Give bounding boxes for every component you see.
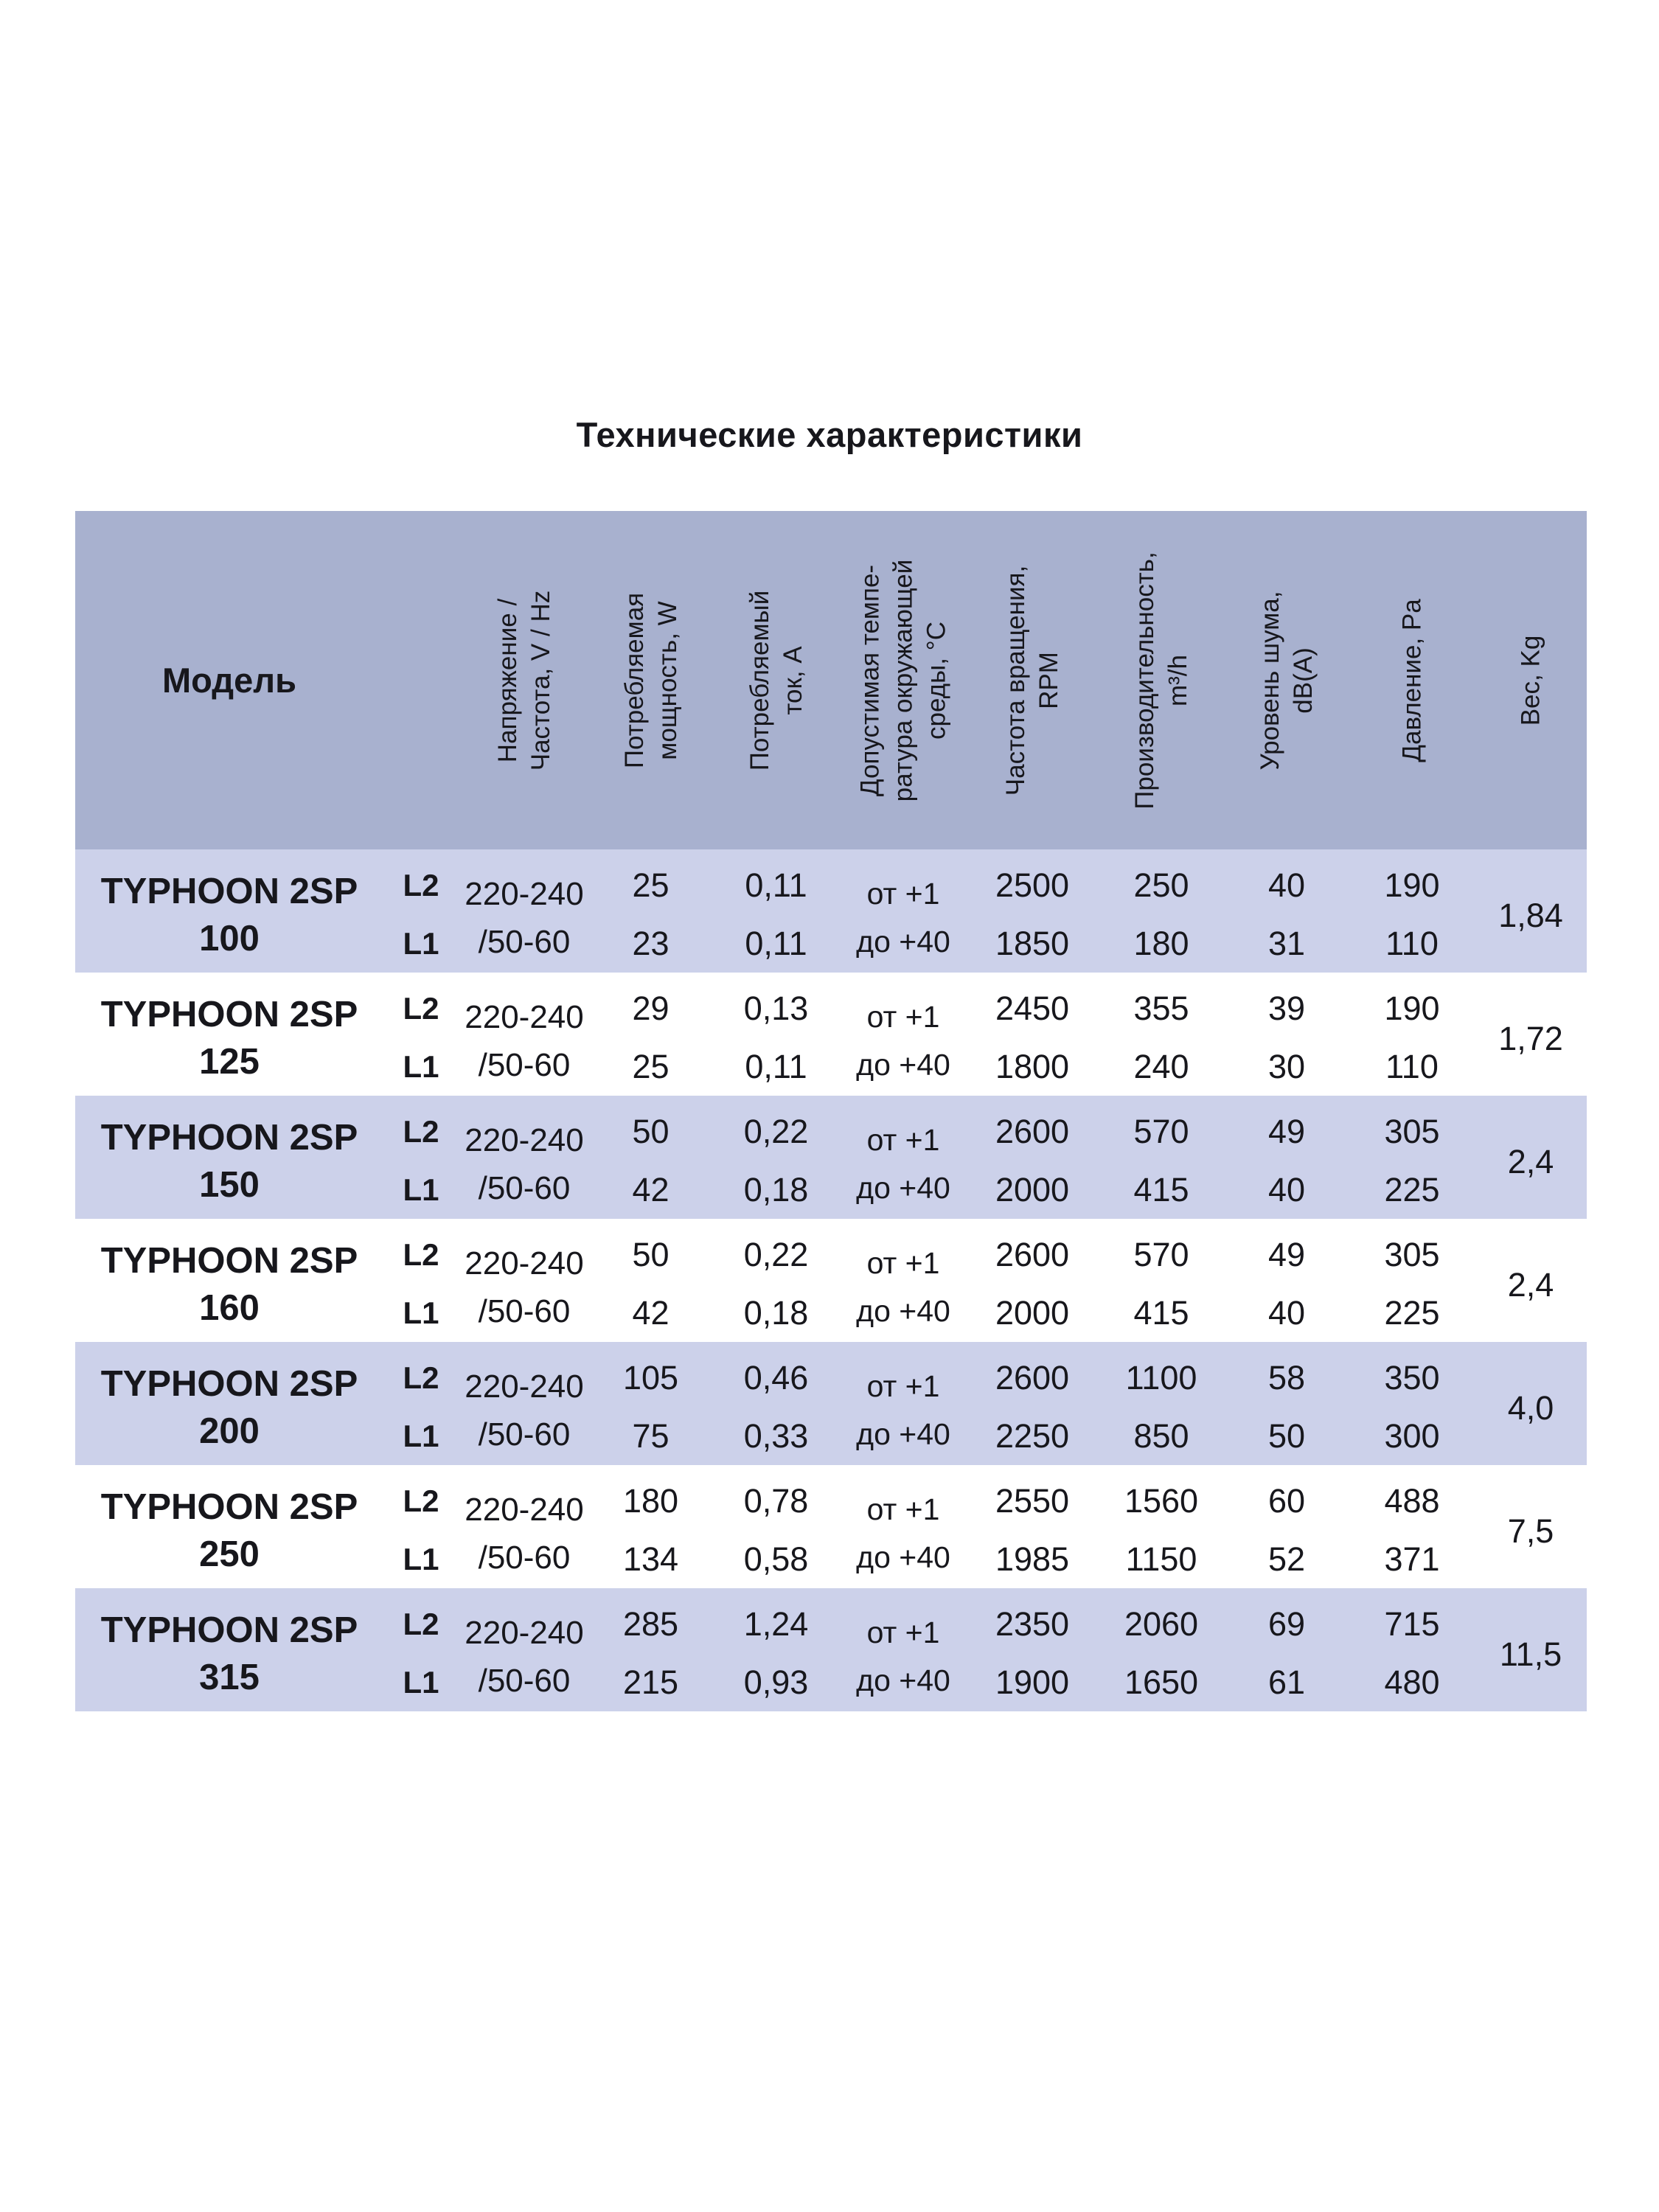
rpm-value-l2: 2600 — [995, 1236, 1070, 1274]
power-value-l1: 215 — [622, 1663, 679, 1701]
voltage-line: 220-240 — [465, 875, 584, 912]
rpm-value-l2: 2350 — [995, 1605, 1070, 1644]
header-line: ток, A — [778, 645, 807, 715]
temperature-line: до +40 — [856, 1416, 950, 1451]
pressure-value-l2: 350 — [1384, 1359, 1440, 1397]
noise-value-l2: 40 — [1267, 866, 1306, 905]
table-row — [75, 1342, 1587, 1465]
column-header-voltage — [459, 511, 590, 849]
rpm-value-l1: 2000 — [995, 1293, 1070, 1332]
voltage-cell — [459, 1102, 590, 1225]
speed-label-l1: L1 — [403, 1172, 439, 1207]
weight-cell: 2,4 — [1507, 1142, 1554, 1180]
power-cell — [590, 1219, 712, 1342]
current-value-l2: 1,24 — [743, 1605, 809, 1644]
table-row — [75, 849, 1587, 973]
header-line: RPM — [1034, 651, 1063, 709]
pressure-cell — [1349, 1219, 1475, 1342]
model-name: TYPHOON 2SP — [100, 1486, 358, 1527]
power-cell — [590, 1342, 712, 1465]
model-header-label: Модель — [162, 661, 296, 700]
weight-cell: 11,5 — [1499, 1635, 1562, 1673]
column-header-power — [590, 511, 712, 849]
airflow-value-l1: 1150 — [1125, 1540, 1197, 1578]
voltage-line: /50-60 — [478, 1046, 571, 1083]
noise-value-l1: 40 — [1267, 1293, 1306, 1332]
noise-value-l2: 49 — [1267, 1236, 1306, 1274]
airflow-cell — [1099, 1588, 1224, 1711]
airflow-value-l1: 1650 — [1124, 1663, 1199, 1701]
power-cell — [590, 973, 712, 1096]
power-value-l2: 50 — [632, 1113, 669, 1151]
model-cell — [75, 1222, 383, 1346]
header-line: мощность, W — [653, 600, 682, 760]
airflow-cell — [1099, 973, 1224, 1096]
voltage-line: 220-240 — [465, 1368, 584, 1405]
pressure-value-l2: 715 — [1384, 1605, 1440, 1644]
rotated-header-noise — [1253, 591, 1320, 770]
noise-cell — [1224, 1219, 1349, 1342]
noise-value-l1: 31 — [1267, 924, 1306, 962]
header-line: Потребляемый — [745, 590, 774, 771]
current-value-l2: 0,13 — [743, 990, 809, 1028]
rpm-cell — [966, 1588, 1099, 1711]
noise-cell — [1224, 1096, 1349, 1219]
speed-label-l2: L2 — [403, 1607, 439, 1642]
noise-value-l1: 61 — [1267, 1663, 1306, 1701]
airflow-value-l2: 355 — [1133, 990, 1189, 1028]
airflow-cell — [1099, 1096, 1224, 1219]
power-value-l1: 23 — [632, 924, 669, 962]
header-line: dB(A) — [1289, 647, 1318, 714]
pressure-cell — [1349, 1588, 1475, 1711]
temperature-cell — [841, 1102, 966, 1225]
model-cell — [75, 1099, 383, 1222]
temperature-line: от +1 — [866, 1615, 940, 1649]
power-value-l1: 42 — [632, 1293, 669, 1332]
airflow-cell — [1099, 1219, 1224, 1342]
rpm-value-l1: 2000 — [995, 1170, 1070, 1208]
speed-cell — [383, 1465, 459, 1588]
voltage-cell — [459, 1225, 590, 1349]
airflow-cell — [1099, 849, 1224, 973]
rpm-value-l1: 1985 — [995, 1540, 1070, 1578]
pressure-value-l2: 488 — [1384, 1482, 1440, 1520]
rpm-value-l2: 2600 — [995, 1359, 1070, 1397]
pressure-value-l1: 110 — [1385, 1047, 1439, 1085]
airflow-value-l2: 570 — [1133, 1113, 1189, 1151]
rpm-value-l1: 1900 — [995, 1663, 1070, 1701]
current-value-l1: 0,11 — [745, 1047, 807, 1085]
current-value-l1: 0,33 — [743, 1416, 809, 1455]
temperature-line: от +1 — [866, 876, 940, 911]
current-cell — [712, 1465, 841, 1588]
speed-cell — [383, 1588, 459, 1711]
voltage-line: /50-60 — [478, 923, 571, 960]
voltage-cell — [459, 1472, 590, 1595]
current-value-l1: 0,18 — [743, 1293, 809, 1332]
column-header-weight — [1475, 511, 1587, 849]
current-value-l2: 0,11 — [745, 866, 807, 905]
noise-cell — [1224, 973, 1349, 1096]
rpm-value-l2: 2600 — [995, 1113, 1070, 1151]
airflow-value-l2: 2060 — [1124, 1605, 1199, 1644]
current-value-l1: 0,11 — [745, 924, 807, 962]
header-line: Частота вращения, — [1001, 565, 1030, 796]
header-line: m³/h — [1164, 654, 1192, 706]
rpm-value-l1: 1800 — [995, 1047, 1070, 1085]
header-line: Потребляемая — [619, 592, 649, 768]
current-value-l2: 0,78 — [743, 1482, 809, 1520]
current-cell — [712, 973, 841, 1096]
voltage-line: /50-60 — [478, 1539, 571, 1576]
noise-cell — [1224, 849, 1349, 973]
voltage-cell — [459, 1349, 590, 1472]
speed-label-l2: L2 — [403, 868, 439, 903]
current-value-l1: 0,93 — [743, 1663, 809, 1701]
power-value-l2: 29 — [632, 990, 669, 1028]
speed-label-l1: L1 — [403, 1048, 439, 1084]
header-line: Вес, Kg — [1516, 635, 1545, 726]
header-line: Уровень шума, — [1256, 591, 1284, 770]
model-cell — [75, 1592, 383, 1715]
model-size: 250 — [199, 1534, 260, 1574]
temperature-line: до +40 — [856, 1047, 950, 1082]
temperature-cell — [841, 979, 966, 1102]
table-body — [75, 849, 1587, 1711]
temperature-cell — [841, 1472, 966, 1595]
speed-label-l2: L2 — [403, 991, 439, 1026]
temperature-cell — [841, 856, 966, 979]
noise-value-l2: 58 — [1267, 1359, 1306, 1397]
rotated-header-rpm — [999, 565, 1065, 795]
power-value-l2: 105 — [622, 1359, 679, 1397]
column-header-airflow — [1099, 511, 1224, 849]
speed-cell — [383, 1342, 459, 1465]
temperature-line: от +1 — [866, 1122, 940, 1157]
current-value-l1: 0,18 — [743, 1170, 809, 1208]
pressure-value-l1: 225 — [1384, 1293, 1440, 1332]
rpm-cell — [966, 1465, 1099, 1588]
rotated-header-temperature — [854, 559, 953, 801]
rpm-cell — [966, 973, 1099, 1096]
pressure-value-l2: 190 — [1384, 866, 1440, 905]
table-row — [75, 973, 1587, 1096]
table-header-row — [75, 511, 1587, 849]
model-size: 125 — [199, 1041, 260, 1082]
model-cell — [75, 1346, 383, 1469]
noise-cell — [1224, 1465, 1349, 1588]
rotated-header-voltage — [491, 590, 557, 770]
table-row — [75, 1588, 1587, 1711]
current-cell — [712, 1219, 841, 1342]
temperature-line: от +1 — [866, 1492, 940, 1526]
rpm-value-l1: 1850 — [995, 924, 1070, 962]
speed-cell — [383, 849, 459, 973]
voltage-line: /50-60 — [478, 1169, 571, 1206]
speed-cell — [383, 1219, 459, 1342]
current-value-l2: 0,22 — [743, 1236, 809, 1274]
weight-cell: 7,5 — [1507, 1512, 1554, 1550]
pressure-value-l1: 300 — [1384, 1416, 1440, 1455]
pressure-cell — [1349, 849, 1475, 973]
noise-value-l2: 60 — [1267, 1482, 1306, 1520]
pressure-cell — [1349, 1342, 1475, 1465]
column-header-speed — [383, 511, 459, 849]
voltage-line: 220-240 — [465, 1245, 584, 1281]
pressure-cell — [1349, 1096, 1475, 1219]
voltage-cell — [459, 1595, 590, 1718]
speed-label-l2: L2 — [403, 1237, 439, 1273]
speed-label-l1: L1 — [403, 925, 439, 961]
temperature-cell — [841, 1225, 966, 1349]
header-line: среды, °C — [922, 621, 951, 740]
noise-cell — [1224, 1342, 1349, 1465]
voltage-cell — [459, 856, 590, 979]
voltage-line: 220-240 — [465, 1614, 584, 1651]
temperature-line: до +40 — [856, 1170, 950, 1205]
speed-label-l1: L1 — [403, 1541, 439, 1576]
weight-cell: 1,72 — [1498, 1019, 1563, 1057]
power-cell — [590, 1465, 712, 1588]
speed-label-l1: L1 — [403, 1418, 439, 1453]
temperature-cell — [841, 1595, 966, 1718]
power-cell — [590, 1096, 712, 1219]
voltage-line: 220-240 — [465, 1491, 584, 1528]
airflow-value-l1: 180 — [1133, 924, 1189, 962]
airflow-value-l1: 415 — [1133, 1170, 1189, 1208]
power-value-l1: 42 — [632, 1170, 669, 1208]
power-value-l2: 50 — [632, 1236, 669, 1274]
header-line: Допустимая темпе- — [855, 564, 885, 796]
model-name: TYPHOON 2SP — [100, 1240, 358, 1281]
airflow-value-l1: 850 — [1133, 1416, 1189, 1455]
weight-cell: 1,84 — [1498, 896, 1563, 934]
model-name: TYPHOON 2SP — [100, 1363, 358, 1404]
speed-label-l2: L2 — [403, 1360, 439, 1396]
pressure-value-l2: 305 — [1384, 1113, 1440, 1151]
pressure-cell — [1349, 1465, 1475, 1588]
speed-label-l1: L1 — [403, 1295, 439, 1330]
power-cell — [590, 1588, 712, 1711]
current-value-l2: 0,22 — [743, 1113, 809, 1151]
power-value-l2: 285 — [622, 1605, 679, 1644]
power-value-l1: 25 — [632, 1047, 669, 1085]
airflow-cell — [1099, 1342, 1224, 1465]
header-line: Производительность, — [1130, 551, 1159, 810]
temperature-line: до +40 — [856, 1293, 950, 1328]
model-cell — [75, 853, 383, 976]
airflow-value-l2: 570 — [1133, 1236, 1189, 1274]
rpm-value-l2: 2500 — [995, 866, 1070, 905]
temperature-line: до +40 — [856, 1540, 950, 1574]
noise-value-l2: 69 — [1267, 1605, 1306, 1644]
rpm-value-l1: 2250 — [995, 1416, 1070, 1455]
weight-cell: 2,4 — [1507, 1265, 1554, 1304]
column-header-rpm — [966, 511, 1099, 849]
column-header-noise — [1224, 511, 1349, 849]
page-title: Технические характеристики — [576, 415, 1083, 454]
noise-value-l2: 39 — [1267, 990, 1306, 1028]
table-row — [75, 1219, 1587, 1342]
model-size: 160 — [199, 1287, 260, 1328]
power-value-l2: 180 — [622, 1482, 679, 1520]
weight-cell: 4,0 — [1507, 1388, 1554, 1427]
speed-label-l2: L2 — [403, 1114, 439, 1150]
airflow-value-l1: 415 — [1133, 1293, 1189, 1332]
header-line: ратура окружающей — [888, 559, 918, 801]
temperature-line: до +40 — [856, 924, 950, 959]
voltage-line: /50-60 — [478, 1662, 571, 1699]
pressure-value-l1: 480 — [1384, 1663, 1440, 1701]
noise-value-l1: 50 — [1267, 1416, 1306, 1455]
noise-cell — [1224, 1588, 1349, 1711]
current-value-l2: 0,46 — [743, 1359, 809, 1397]
voltage-cell — [459, 979, 590, 1102]
temperature-line: от +1 — [866, 1245, 940, 1280]
pressure-value-l1: 225 — [1384, 1170, 1440, 1208]
model-name: TYPHOON 2SP — [100, 994, 358, 1034]
noise-value-l1: 52 — [1267, 1540, 1306, 1578]
voltage-line: /50-60 — [478, 1416, 571, 1453]
power-value-l1: 75 — [632, 1416, 669, 1455]
rotated-header-power — [618, 592, 684, 768]
rotated-header-airflow — [1128, 552, 1194, 809]
airflow-value-l2: 1100 — [1125, 1359, 1197, 1397]
header-line: Напряжение / — [493, 598, 522, 762]
airflow-cell — [1099, 1465, 1224, 1588]
speed-label-l1: L1 — [403, 1664, 439, 1700]
noise-value-l2: 49 — [1267, 1113, 1306, 1151]
column-header-pressure — [1349, 511, 1475, 849]
power-cell — [590, 849, 712, 973]
rpm-cell — [966, 1096, 1099, 1219]
pressure-value-l2: 190 — [1384, 990, 1440, 1028]
current-cell — [712, 1588, 841, 1711]
header-line: Давление, Pa — [1397, 598, 1427, 762]
voltage-line: 220-240 — [465, 1121, 584, 1158]
pressure-value-l1: 110 — [1385, 924, 1439, 962]
power-value-l1: 134 — [622, 1540, 679, 1578]
model-name: TYPHOON 2SP — [100, 1117, 358, 1158]
temperature-cell — [841, 1349, 966, 1472]
pressure-cell — [1349, 973, 1475, 1096]
rpm-cell — [966, 1342, 1099, 1465]
speed-cell — [383, 973, 459, 1096]
rotated-header-current — [743, 590, 810, 771]
model-cell — [75, 976, 383, 1099]
power-value-l2: 25 — [632, 866, 669, 905]
current-cell — [712, 1096, 841, 1219]
temperature-line: до +40 — [856, 1663, 950, 1697]
speed-label-l2: L2 — [403, 1484, 439, 1519]
voltage-line: /50-60 — [478, 1293, 571, 1329]
rpm-cell — [966, 849, 1099, 973]
model-name: TYPHOON 2SP — [100, 871, 358, 911]
noise-value-l1: 30 — [1267, 1047, 1306, 1085]
current-cell — [712, 1342, 841, 1465]
temperature-line: от +1 — [866, 999, 940, 1034]
airflow-value-l1: 240 — [1133, 1047, 1189, 1085]
voltage-line: 220-240 — [465, 998, 584, 1035]
model-cell — [75, 1469, 383, 1592]
rotated-header-weight — [1514, 635, 1548, 726]
model-size: 315 — [199, 1657, 260, 1697]
model-size: 150 — [199, 1164, 260, 1205]
column-header-temperature — [841, 511, 966, 849]
spec-table — [75, 511, 1587, 1711]
speed-cell — [383, 1096, 459, 1219]
model-size: 100 — [199, 918, 260, 959]
rpm-cell — [966, 1219, 1099, 1342]
airflow-value-l2: 250 — [1133, 866, 1189, 905]
column-header-model — [75, 511, 383, 849]
current-cell — [712, 849, 841, 973]
airflow-value-l2: 1560 — [1124, 1482, 1199, 1520]
pressure-value-l1: 371 — [1384, 1540, 1440, 1578]
column-header-current — [712, 511, 841, 849]
header-line: Частота, V / Hz — [526, 590, 555, 771]
current-value-l1: 0,58 — [743, 1540, 809, 1578]
model-size: 200 — [199, 1411, 260, 1451]
rpm-value-l2: 2550 — [995, 1482, 1070, 1520]
noise-value-l1: 40 — [1267, 1170, 1306, 1208]
rpm-value-l2: 2450 — [995, 990, 1070, 1028]
table-row — [75, 1465, 1587, 1588]
temperature-line: от +1 — [866, 1368, 940, 1403]
pressure-value-l2: 305 — [1384, 1236, 1440, 1274]
model-name: TYPHOON 2SP — [100, 1610, 358, 1650]
table-row — [75, 1096, 1587, 1219]
rotated-header-pressure — [1396, 599, 1429, 762]
